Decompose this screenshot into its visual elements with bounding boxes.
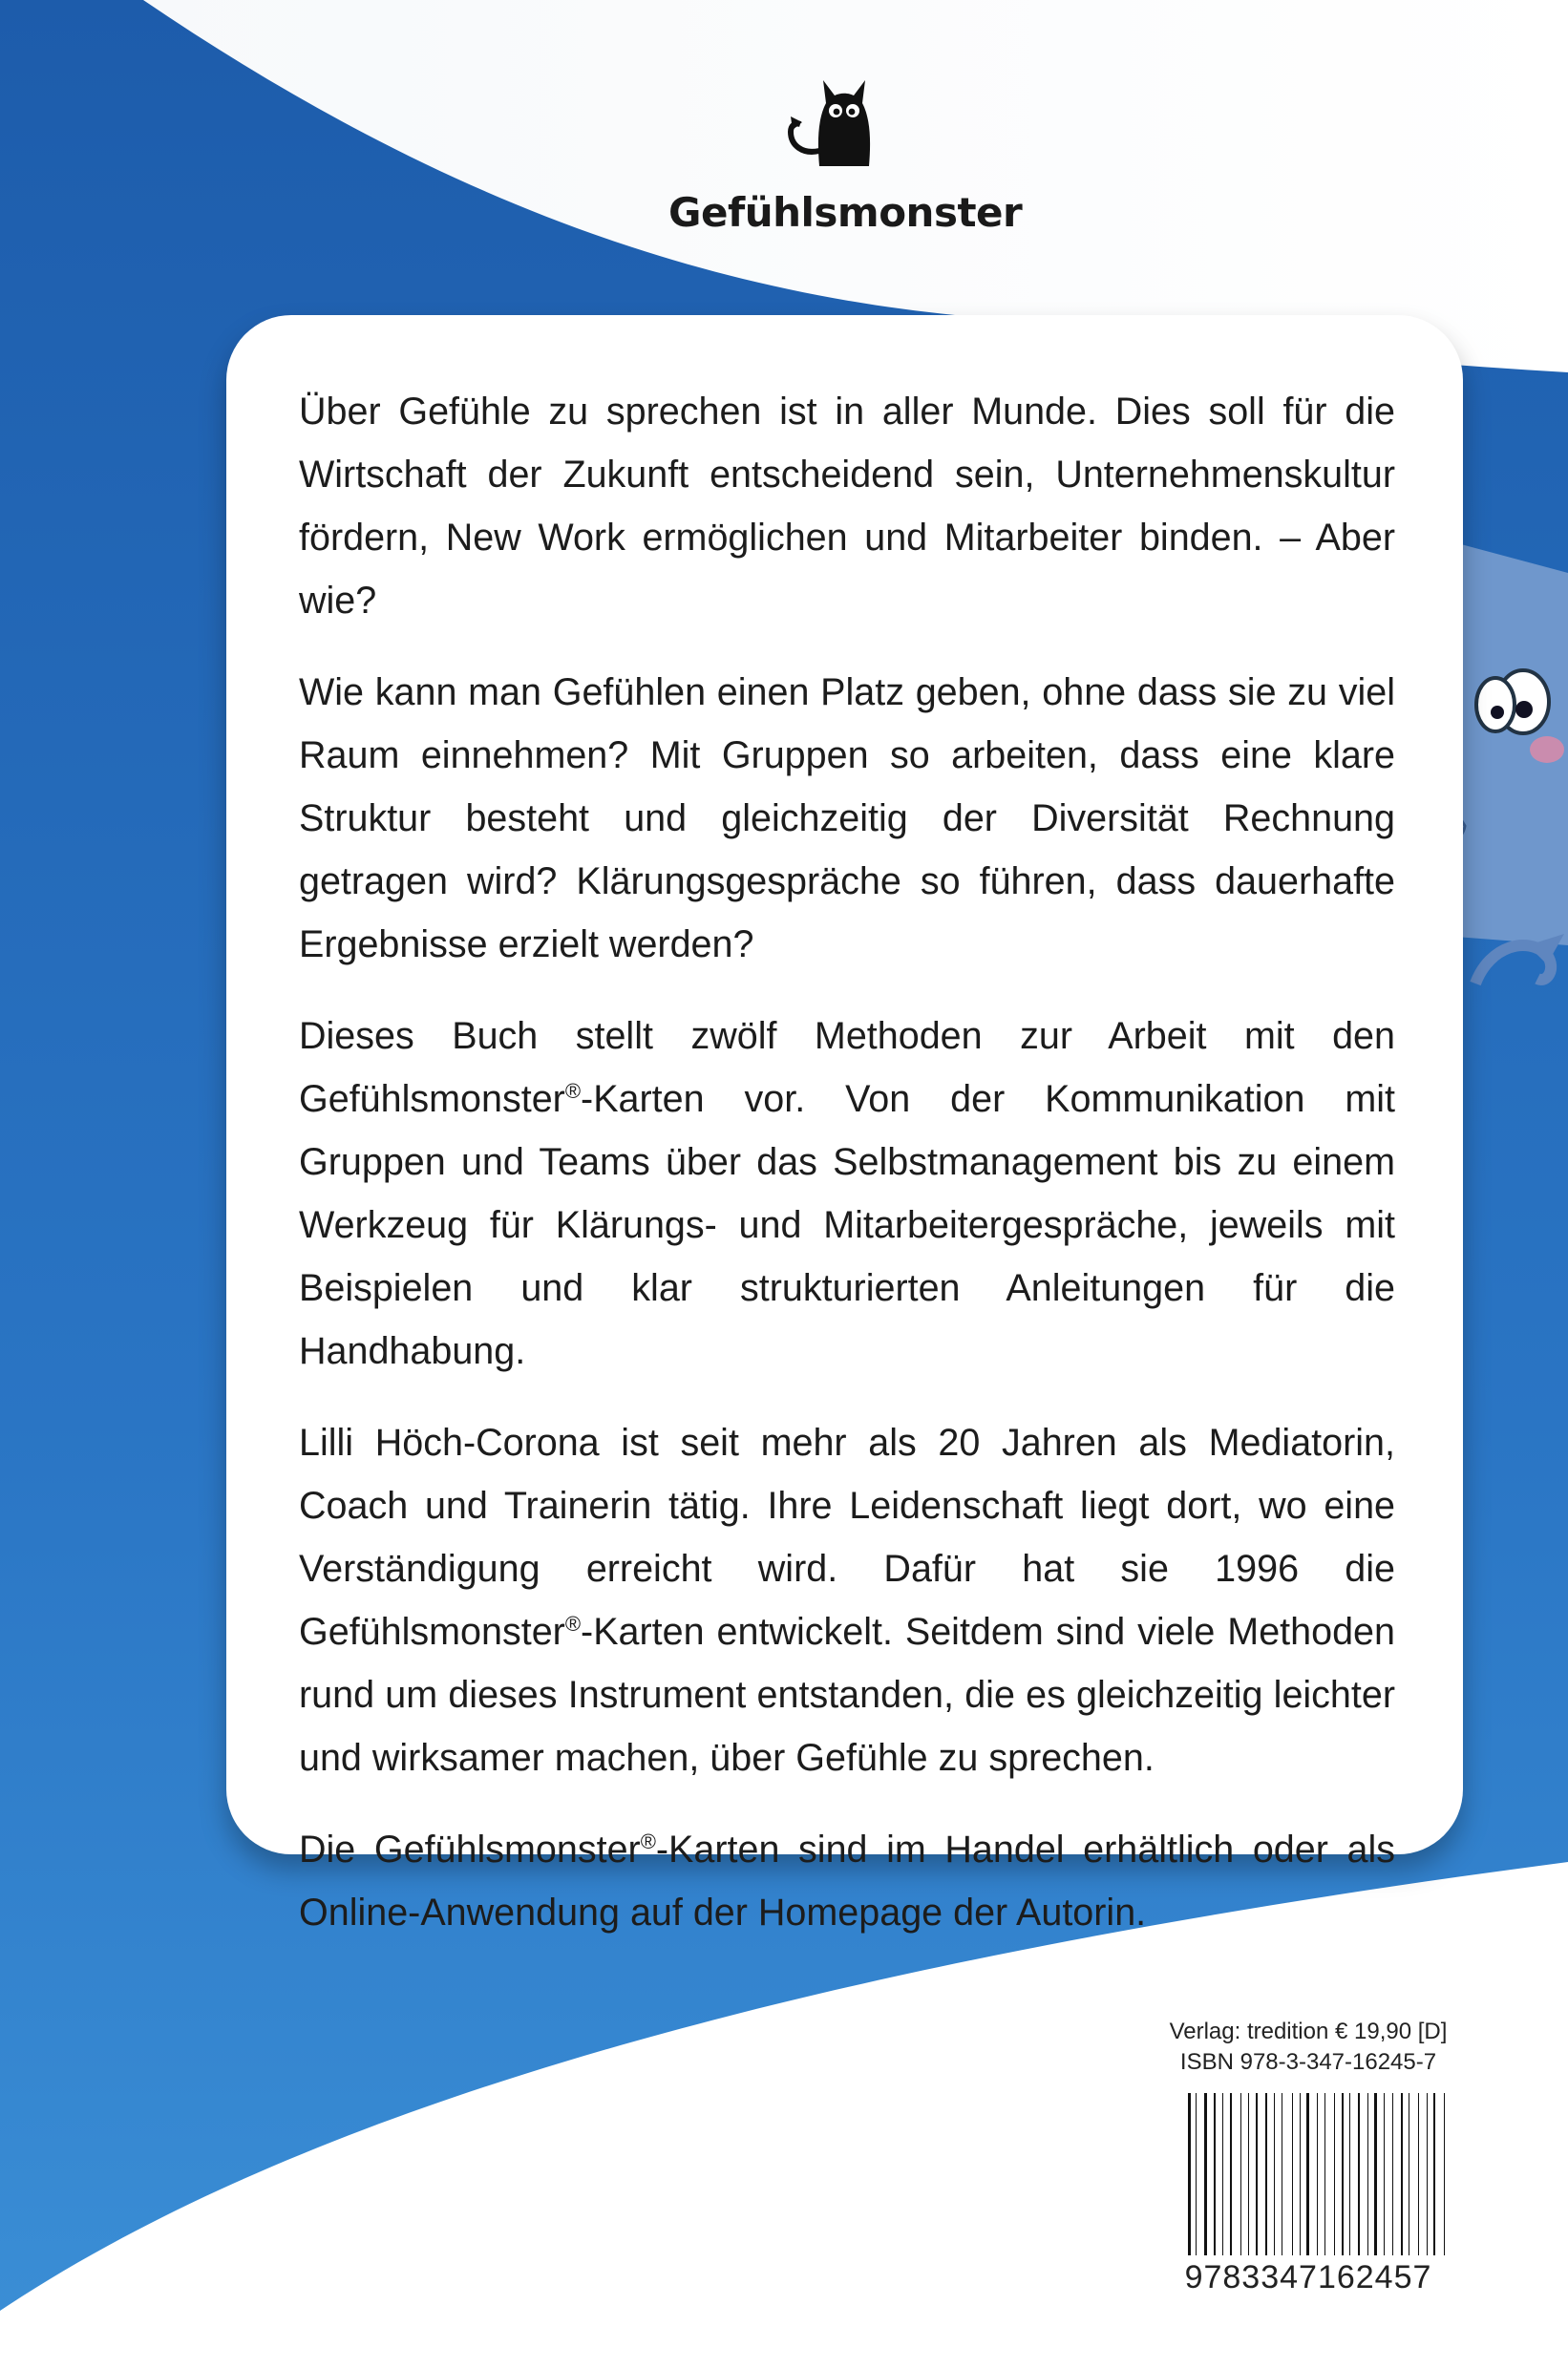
barcode-bar — [1295, 2093, 1297, 2255]
barcode-bar — [1401, 2093, 1403, 2255]
isbn-text: ISBN 978-3-347-16245-7 — [1179, 2049, 1437, 2075]
barcode-bar — [1320, 2093, 1322, 2255]
barcode-bar — [1196, 2093, 1197, 2255]
barcode-bar — [1240, 2093, 1241, 2255]
paragraph-book — [299, 1005, 1395, 1383]
paragraph-intro: Über Gefühle zu sprechen ist in aller Munde. Dies soll für die Wirtschaft der Zukunft entscheidend sein, Unternehmenskultur fördern, New Work ermöglichen und Mitarbeiter binden. – Aber wie? — [299, 391, 1395, 622]
barcode-bar — [1367, 2093, 1368, 2255]
barcode-bar — [1269, 2093, 1271, 2255]
paragraph-availability-part1: Die Gefühlsmonster — [299, 1829, 641, 1871]
paragraph-availability — [299, 1818, 1395, 1944]
barcode-bar — [1193, 2093, 1194, 2255]
barcode-bar — [1370, 2093, 1372, 2255]
barcode-bar — [1210, 2093, 1211, 2255]
barcode-bar — [1381, 2093, 1382, 2255]
barcode-bar — [1334, 2093, 1335, 2255]
barcode-bar — [1303, 2093, 1304, 2255]
barcode — [1188, 2093, 1451, 2255]
paragraph-book-part1: Dieses Buch stellt zwölf Methoden zur Arbeit mit den Gefühlsmonster — [299, 1015, 1395, 1120]
barcode-number: 9783347162457 — [1184, 2259, 1432, 2295]
barcode-bar — [1230, 2093, 1233, 2255]
barcode-bar — [1329, 2093, 1332, 2255]
description-text — [299, 380, 1395, 1973]
barcode-bar — [1317, 2093, 1319, 2255]
barcode-bar — [1433, 2093, 1435, 2255]
barcode-bar — [1312, 2093, 1313, 2255]
barcode-bar — [1222, 2093, 1223, 2255]
barcode-bar — [1354, 2093, 1357, 2255]
barcode-bar — [1214, 2093, 1216, 2255]
barcode-bar — [1253, 2093, 1254, 2255]
monster-logo-icon — [773, 67, 888, 172]
barcode-bar — [1392, 2093, 1393, 2255]
paragraph-author-part1: Lilli Höch-Corona ist seit mehr als 20 Jahren als Mediatorin, Coach und Trainerin tätig. Ihre Leidenschaft liegt dort, wo eine Verständigung erreicht wird. Dafür hat sie 1996 die Gefühlsmonster — [299, 1422, 1395, 1653]
registered-mark: ® — [564, 1611, 582, 1636]
barcode-bar — [1200, 2093, 1202, 2255]
barcode-bar — [1292, 2093, 1293, 2255]
barcode-bar — [1306, 2093, 1309, 2255]
paragraph-availability-part2: -Karten sind im Handel erhältlich oder als Online-Anwendung auf der Homepage der Autorin. — [299, 1829, 1395, 1934]
barcode-bar — [1421, 2093, 1424, 2255]
isbn-box — [1146, 2005, 1471, 2310]
paragraph-questions: Wie kann man Gefühlen einen Platz geben, ohne dass sie zu viel Raum einnehmen? Mit Gruppen so arbeiten, dass eine klare Struktur besteht und gleichzeitig der Diversität Rechnung getragen wird? Klärungsgespräche so führen, dass dauerhafte Ergebnisse erzielt werden? — [299, 671, 1395, 965]
barcode-bar — [1363, 2093, 1364, 2255]
barcode-bar — [1235, 2093, 1237, 2255]
barcode-bar — [1265, 2093, 1268, 2255]
barcode-bar — [1279, 2093, 1280, 2255]
barcode-bar — [1300, 2093, 1301, 2255]
barcode-bar — [1407, 2093, 1408, 2255]
barcode-bar — [1427, 2093, 1428, 2255]
barcode-bar — [1388, 2093, 1389, 2255]
barcode-bar — [1204, 2093, 1207, 2255]
barcode-bar — [1412, 2093, 1414, 2255]
paragraph-book-part2: -Karten vor. Von der Kommunikation mit Gruppen und Teams über das Selbstmanagement bis zu einem Werkzeug für Klärungs- und Mitarbeitergespräche, jeweils mit Beispielen und klar strukturierten Anleitungen für die Handhabung. — [299, 1078, 1395, 1372]
barcode-bar — [1438, 2093, 1440, 2255]
barcode-bar — [1218, 2093, 1219, 2255]
barcode-bar — [1285, 2093, 1288, 2255]
registered-mark: ® — [640, 1829, 656, 1853]
barcode-bar — [1337, 2093, 1338, 2255]
barcode-bar — [1243, 2093, 1246, 2255]
barcode-bar — [1324, 2093, 1325, 2255]
publisher-price: Verlag: tredition € 19,90 [D] — [1169, 2019, 1448, 2044]
barcode-bar — [1395, 2093, 1398, 2255]
brand-logo — [668, 67, 1023, 236]
barcode-bar — [1188, 2093, 1191, 2255]
barcode-bar — [1349, 2093, 1350, 2255]
barcode-bar — [1384, 2093, 1385, 2255]
barcode-bar — [1274, 2093, 1275, 2255]
barcode-bar — [1447, 2093, 1450, 2255]
barcode-bar — [1374, 2093, 1377, 2255]
barcode-bar — [1256, 2093, 1258, 2255]
brand-name: Gefühlsmonster — [668, 189, 1023, 236]
barcode-bar — [1358, 2093, 1360, 2255]
barcode-bar — [1444, 2093, 1445, 2255]
barcode-bar — [1430, 2093, 1431, 2255]
barcode-bar — [1282, 2093, 1283, 2255]
registered-mark: ® — [564, 1078, 582, 1103]
paragraph-author — [299, 1411, 1395, 1789]
barcode-bar — [1227, 2093, 1228, 2255]
barcode-bar — [1248, 2093, 1249, 2255]
barcode-bar — [1418, 2093, 1419, 2255]
description-card — [226, 315, 1463, 1934]
paragraph-author-part2: -Karten entwickelt. Seitdem sind viele Methoden rund um dieses Instrument entstanden, die es gleichzeitig leichter und wirksamer machen, über Gefühle zu sprechen. — [299, 1611, 1395, 1779]
barcode-bar — [1342, 2093, 1344, 2255]
